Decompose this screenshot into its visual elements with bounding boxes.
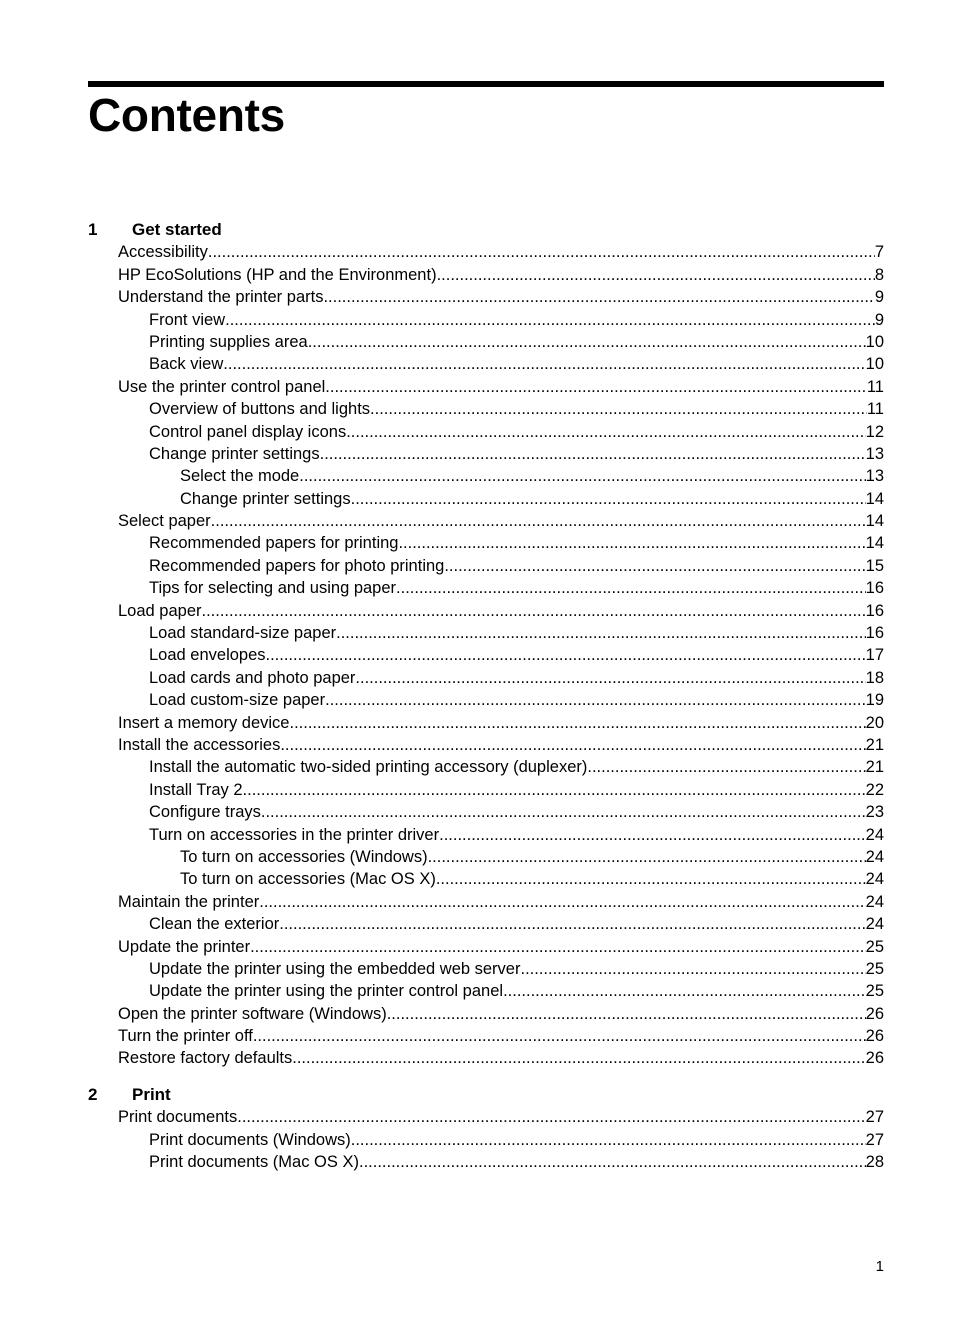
toc-entry-label: Install the accessories bbox=[118, 735, 281, 754]
toc-entry[interactable] bbox=[88, 980, 884, 1002]
toc-entry-page: 13 bbox=[865, 467, 884, 486]
toc-entry[interactable] bbox=[88, 644, 884, 666]
toc-entry-label: Update the printer using the printer control panel bbox=[149, 982, 504, 1001]
chapter-heading bbox=[88, 1084, 884, 1106]
dot-leader bbox=[439, 824, 866, 846]
toc-entry[interactable] bbox=[88, 1129, 884, 1151]
toc-entry-page: 24 bbox=[865, 847, 884, 866]
toc-entry-page: 23 bbox=[865, 803, 884, 822]
toc-entry-page: 11 bbox=[866, 400, 884, 419]
toc-entry-label: Change printer settings bbox=[149, 444, 320, 463]
toc-entry-label: HP EcoSolutions (HP and the Environment) bbox=[118, 265, 437, 284]
toc-entry-page: 26 bbox=[865, 1004, 884, 1023]
toc-entry[interactable] bbox=[88, 600, 884, 622]
dot-leader bbox=[253, 1025, 866, 1047]
toc-entry-page: 27 bbox=[865, 1130, 884, 1149]
toc-entry-label: Load standard-size paper bbox=[149, 624, 337, 643]
toc-entry-label: Change printer settings bbox=[180, 489, 351, 508]
dot-leader bbox=[351, 1129, 866, 1151]
toc-entry-label: Configure trays bbox=[149, 803, 261, 822]
page-title: Contents bbox=[88, 89, 285, 141]
chapter-title: Print bbox=[132, 1084, 171, 1104]
dot-leader bbox=[359, 1151, 866, 1173]
toc-entry-page: 24 bbox=[865, 870, 884, 889]
table-of-contents bbox=[88, 219, 884, 1173]
toc-entry-label: Back view bbox=[149, 355, 224, 374]
toc-entry-page: 14 bbox=[865, 512, 884, 531]
dot-leader bbox=[292, 1047, 865, 1069]
toc-entry[interactable] bbox=[88, 824, 884, 846]
dot-leader bbox=[437, 264, 875, 286]
dot-leader bbox=[237, 1106, 865, 1128]
toc-entry[interactable] bbox=[88, 913, 884, 935]
toc-entry[interactable] bbox=[88, 891, 884, 913]
dot-leader bbox=[280, 734, 865, 756]
toc-entry-page: 10 bbox=[865, 332, 884, 351]
dot-leader bbox=[223, 353, 865, 375]
chapter-heading bbox=[88, 219, 884, 241]
toc-entry[interactable] bbox=[88, 936, 884, 958]
toc-entry-page: 26 bbox=[865, 1027, 884, 1046]
toc-entry-page: 8 bbox=[874, 265, 884, 284]
toc-entry[interactable] bbox=[88, 1025, 884, 1047]
toc-entry[interactable] bbox=[88, 801, 884, 823]
toc-entry[interactable] bbox=[88, 667, 884, 689]
toc-entry[interactable] bbox=[88, 868, 884, 890]
toc-entry-page: 10 bbox=[865, 355, 884, 374]
toc-entry[interactable] bbox=[88, 286, 884, 308]
dot-leader bbox=[428, 846, 866, 868]
toc-entry-label: Insert a memory device bbox=[118, 713, 290, 732]
toc-entry-label: Understand the printer parts bbox=[118, 288, 324, 307]
toc-entry-label: Overview of buttons and lights bbox=[149, 400, 371, 419]
chapter-number: 1 bbox=[88, 220, 98, 239]
toc-entry-page: 9 bbox=[874, 310, 884, 329]
toc-entry[interactable] bbox=[88, 376, 884, 398]
toc-entry[interactable] bbox=[88, 488, 884, 510]
dot-leader bbox=[225, 309, 875, 331]
toc-entry[interactable] bbox=[88, 1003, 884, 1025]
toc-entry[interactable] bbox=[88, 264, 884, 286]
toc-entry[interactable] bbox=[88, 398, 884, 420]
toc-entry[interactable] bbox=[88, 712, 884, 734]
toc-entry-label: Print documents bbox=[118, 1108, 238, 1127]
dot-leader bbox=[279, 913, 865, 935]
toc-entry-page: 21 bbox=[865, 735, 884, 754]
toc-entry-page: 16 bbox=[865, 601, 884, 620]
dot-leader bbox=[387, 1003, 866, 1025]
toc-entry[interactable] bbox=[88, 1047, 884, 1069]
toc-entry-label: Select paper bbox=[118, 512, 211, 531]
toc-entry-page: 25 bbox=[865, 937, 884, 956]
dot-leader bbox=[266, 644, 866, 666]
toc-entry-page: 18 bbox=[865, 668, 884, 687]
dot-leader bbox=[202, 600, 866, 622]
dot-leader bbox=[436, 868, 866, 890]
dot-leader bbox=[520, 958, 865, 980]
dot-leader bbox=[398, 532, 865, 554]
dot-leader bbox=[355, 667, 865, 689]
toc-entry-label: Restore factory defaults bbox=[118, 1049, 293, 1068]
toc-entry-page: 19 bbox=[865, 691, 884, 710]
chapter-title: Get started bbox=[132, 220, 222, 239]
toc-entry-page: 24 bbox=[865, 915, 884, 934]
dot-leader bbox=[351, 488, 866, 510]
toc-entry[interactable] bbox=[88, 1151, 884, 1173]
toc-entry-page: 12 bbox=[865, 422, 884, 441]
toc-entry-page: 15 bbox=[865, 556, 884, 575]
toc-entry[interactable] bbox=[88, 241, 884, 263]
toc-entry-label: Clean the exterior bbox=[149, 915, 280, 934]
toc-entry[interactable] bbox=[88, 353, 884, 375]
dot-leader bbox=[211, 510, 866, 532]
toc-entry-label: Recommended papers for printing bbox=[149, 534, 399, 553]
dot-leader bbox=[208, 241, 875, 263]
toc-entry-page: 20 bbox=[865, 713, 884, 732]
toc-entry[interactable] bbox=[88, 622, 884, 644]
toc-entry-label: Open the printer software (Windows) bbox=[118, 1004, 387, 1023]
toc-entry-label: Print documents (Mac OS X) bbox=[149, 1153, 359, 1172]
toc-entry-label: Print documents (Windows) bbox=[149, 1130, 351, 1149]
toc-entry-label: Load cards and photo paper bbox=[149, 668, 356, 687]
toc-entry[interactable] bbox=[88, 465, 884, 487]
toc-entry-label: Load envelopes bbox=[149, 646, 266, 665]
dot-leader bbox=[320, 443, 866, 465]
toc-entry[interactable] bbox=[88, 577, 884, 599]
toc-entry-label: Maintain the printer bbox=[118, 892, 260, 911]
toc-entry[interactable] bbox=[88, 779, 884, 801]
dot-leader bbox=[250, 936, 866, 958]
toc-entry-label: Accessibility bbox=[118, 243, 208, 262]
toc-entry-page: 26 bbox=[865, 1049, 884, 1068]
toc-entry-page: 11 bbox=[866, 377, 884, 396]
toc-entry[interactable] bbox=[88, 510, 884, 532]
dot-leader bbox=[261, 801, 866, 823]
toc-entry-page: 21 bbox=[865, 758, 884, 777]
toc-entry-page: 16 bbox=[865, 624, 884, 643]
dot-leader bbox=[308, 331, 866, 353]
toc-entry-page: 25 bbox=[865, 982, 884, 1001]
toc-entry-label: Select the mode bbox=[180, 467, 300, 486]
toc-entry-page: 16 bbox=[865, 579, 884, 598]
dot-leader bbox=[259, 891, 865, 913]
toc-entry-label: Update the printer bbox=[118, 937, 251, 956]
toc-entry-page: 27 bbox=[865, 1108, 884, 1127]
toc-entry[interactable] bbox=[88, 846, 884, 868]
toc-entry[interactable] bbox=[88, 532, 884, 554]
toc-entry-label: Turn on accessories in the printer driver bbox=[149, 825, 440, 844]
toc-entry[interactable] bbox=[88, 309, 884, 331]
toc-entry-page: 28 bbox=[865, 1153, 884, 1172]
title-rule bbox=[88, 81, 884, 87]
toc-entry-label: Install Tray 2 bbox=[149, 780, 243, 799]
toc-entry[interactable] bbox=[88, 1106, 884, 1128]
toc-entry-label: Front view bbox=[149, 310, 226, 329]
chapter-number: 2 bbox=[88, 1084, 98, 1104]
dot-leader bbox=[396, 577, 866, 599]
toc-entry[interactable] bbox=[88, 443, 884, 465]
toc-entry-page: 14 bbox=[865, 489, 884, 508]
toc-entry-page: 25 bbox=[865, 959, 884, 978]
toc-entry-page: 24 bbox=[865, 892, 884, 911]
toc-entry[interactable] bbox=[88, 958, 884, 980]
toc-entry-label: Control panel display icons bbox=[149, 422, 347, 441]
toc-entry[interactable] bbox=[88, 421, 884, 443]
dot-leader bbox=[587, 756, 865, 778]
dot-leader bbox=[325, 376, 867, 398]
dot-leader bbox=[444, 555, 865, 577]
toc-entry-label: Printing supplies area bbox=[149, 332, 308, 351]
toc-entry-label: Recommended papers for photo printing bbox=[149, 556, 445, 575]
toc-entry-label: Load custom-size paper bbox=[149, 691, 326, 710]
page-number: 1 bbox=[875, 1258, 884, 1275]
toc-entry-page: 22 bbox=[865, 780, 884, 799]
toc-entry-label: To turn on accessories (Windows) bbox=[180, 847, 428, 866]
dot-leader bbox=[325, 689, 866, 711]
toc-entry-label: Install the automatic two-sided printing accessory (duplexer) bbox=[149, 758, 588, 777]
toc-entry-page: 24 bbox=[865, 825, 884, 844]
toc-entry-label: Update the printer using the embedded web server bbox=[149, 959, 521, 978]
dot-leader bbox=[370, 398, 867, 420]
toc-entry[interactable] bbox=[88, 756, 884, 778]
toc-entry-page: 13 bbox=[865, 444, 884, 463]
toc-entry-label: Use the printer control panel bbox=[118, 377, 326, 396]
toc-entry-label: Tips for selecting and using paper bbox=[149, 579, 397, 598]
toc-entry[interactable] bbox=[88, 331, 884, 353]
toc-entry-label: Load paper bbox=[118, 601, 202, 620]
toc-entry[interactable] bbox=[88, 689, 884, 711]
toc-entry-page: 9 bbox=[874, 288, 884, 307]
toc-entry-label: To turn on accessories (Mac OS X) bbox=[180, 870, 436, 889]
toc-entry-label: Turn the printer off bbox=[118, 1027, 253, 1046]
dot-leader bbox=[503, 980, 866, 1002]
dot-leader bbox=[336, 622, 866, 644]
dot-leader bbox=[243, 779, 866, 801]
toc-entry-page: 17 bbox=[865, 646, 884, 665]
toc-entry[interactable] bbox=[88, 555, 884, 577]
toc-entry-page: 7 bbox=[874, 243, 884, 262]
toc-entry[interactable] bbox=[88, 734, 884, 756]
dot-leader bbox=[346, 421, 865, 443]
dot-leader bbox=[299, 465, 865, 487]
toc-entry-page: 14 bbox=[865, 534, 884, 553]
dot-leader bbox=[323, 286, 874, 308]
dot-leader bbox=[289, 712, 865, 734]
